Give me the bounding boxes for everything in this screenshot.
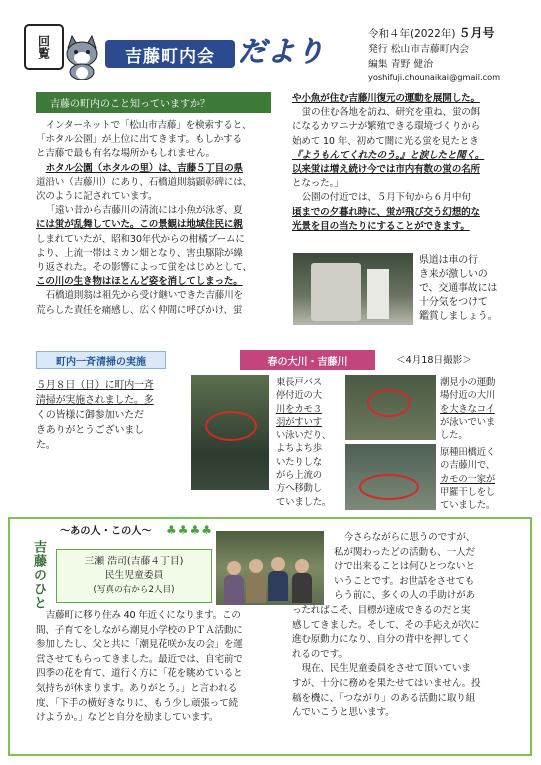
line: 石橋道則翁は祖先から受け継いできた吉藤川を <box>45 290 243 302</box>
para-4 <box>36 289 281 317</box>
issue-month: ５月号 <box>458 26 495 40</box>
issue-date: 令和４年(2022年) <box>368 28 456 40</box>
line: よちよち歩 <box>276 443 322 455</box>
line: きありがとうございまし <box>36 425 144 436</box>
river-carp-photo <box>345 375 436 440</box>
person-vertical-title: 吉藤のひと <box>31 540 46 610</box>
line: 四季の花を育て、道行く方に「花を眺めていると <box>36 668 243 680</box>
line: インターネットで「松山市吉藤」を検索すると、 <box>45 120 252 131</box>
line: き来が激しいの <box>419 269 488 280</box>
line: 進む原動力になり、自分の背中を押してく <box>292 634 471 646</box>
line: ていました。 <box>440 500 496 512</box>
person-body-right-bottom <box>292 604 532 721</box>
editor: 編集 青野 健治 <box>368 59 434 70</box>
line: 羽がすいす <box>276 416 322 428</box>
line: 県道は車の行 <box>419 255 478 266</box>
line: いたりしな <box>276 456 322 468</box>
para-1 <box>36 119 281 162</box>
para-3-quote <box>36 204 281 289</box>
line: になるカワニナが繁殖できる環境づくりから <box>292 121 480 133</box>
line: らう前に、多くの人の手助けがあ <box>334 590 475 602</box>
line: 私が関わったどの活動も、一人だ <box>334 546 475 558</box>
line: 「ホタル公園」が上位に出てきます。もしかする <box>36 134 242 146</box>
line: り返された。その影響によって蛍をはじめとして、 <box>36 262 252 274</box>
line: カモの一家が <box>440 473 496 485</box>
line: 潮見小の運動 <box>440 377 496 388</box>
line: 始めて 10 年、初めて闇に光る蛍を見たとき <box>292 135 479 147</box>
line: より、上流一帯はミカン畑となり、害虫駆除が繰 <box>36 247 243 259</box>
line: 甲羅干しをし <box>440 486 496 498</box>
line: んでいこうと思います。 <box>292 707 395 719</box>
spring-river-heading: 春の大川・吉藤川 <box>240 350 375 370</box>
person-namecard <box>56 549 212 603</box>
line: となった。」 <box>292 178 344 190</box>
newsletter-title-dayori: だより <box>238 35 326 68</box>
person-subtitle: 〜あの人・この人〜 <box>60 526 152 537</box>
person-body-left <box>36 609 286 726</box>
line: と吉藤で最も有名な場所かもしれません。 <box>36 148 216 160</box>
line: 荒らした責任を痛感し、広く仲間に呼びかけ、蛍 <box>36 304 243 316</box>
line: 鑑賞しましょう。 <box>419 311 498 322</box>
issue-meta <box>368 26 500 83</box>
line: ていました。 <box>276 496 332 508</box>
line: 蛍の住む各地を訪ね、研究を重ね、蛍の餌 <box>301 107 481 119</box>
line: ホタル公園（ホタルの里）は、吉藤５丁目の県 <box>45 162 243 174</box>
group-photo <box>216 531 324 605</box>
clover-icon: ♣♣♣♣ <box>166 523 214 537</box>
line: 停付近の大 <box>276 390 322 402</box>
photo-date-note: ＜4月18日撮影＞ <box>396 355 472 366</box>
line: 原種田橋近く <box>440 447 496 458</box>
line: い泳いだり、 <box>276 430 332 442</box>
line: 稿を機に、「つながり」のある活動に取り組 <box>292 692 476 704</box>
line: した。 <box>440 430 468 442</box>
line: がら上流の <box>276 470 322 482</box>
article-body-left <box>36 119 281 318</box>
monument-stone <box>311 263 361 321</box>
line: 清掃が実施されました。多 <box>36 395 154 406</box>
line: くの皆様に御参加いただ <box>36 410 144 421</box>
line: しまれていたが、昭和30年代からの柑橘ブームに <box>36 233 245 245</box>
line: 間、子育てをしながら潮見小学校のＰＴＡ活動に <box>36 624 243 636</box>
line: が泳いでいま <box>440 416 496 428</box>
line: 以来蛍は増え続け今では市内有数の蛍の名所 <box>292 164 480 176</box>
line: の吉藤川で、 <box>440 460 495 472</box>
highlight-ring <box>205 411 257 441</box>
line: や小魚が住む吉藤川復元の運動を展開した。 <box>292 93 480 104</box>
line: ったればこそ、目標が達成できるのだと実 <box>292 605 471 616</box>
publisher: 発行 松山市吉藤町内会 <box>368 44 470 55</box>
line: 方へ移動し <box>276 483 322 495</box>
para-2 <box>36 162 281 205</box>
line: 川をカモ３ <box>276 403 322 415</box>
line: 「遠い昔から吉藤川の清流には小魚が泳ぎ、夏 <box>45 205 243 217</box>
article-heading-question: 吉藤の町内のこと知っていますか？ <box>36 92 271 113</box>
line: を大きなコイ <box>440 403 495 415</box>
highlight-ring <box>367 389 411 417</box>
line: 感してきました。そして、その手応えが次に <box>292 619 480 631</box>
line: 十分気をつけて <box>419 297 488 308</box>
person-name: 三瀬 浩司(吉藤４丁目) <box>84 556 184 567</box>
line: 度、「下手の横好きなりに、もう少し頑張って続 <box>36 697 238 709</box>
person-photo-note: (写真の右から2人目) <box>93 585 175 595</box>
line: 場付近の大川 <box>440 390 496 402</box>
traffic-caution <box>419 254 529 324</box>
line: 参加したし、父と共に「潮見花咲か友の会」を運 <box>36 639 243 651</box>
line: れるのです。 <box>292 648 348 660</box>
line: 営させてもらってきました。最近では、自宅前で <box>36 653 243 665</box>
line: 現在、民生児童委員をさせて頂いていま <box>301 663 471 675</box>
line: ５月８日（日）に町内一斉 <box>36 380 154 391</box>
line: 『ようもんてくれたのう。』と涙したと聞く。 <box>292 149 485 161</box>
cleanup-heading: 町内一斉清掃の実施 <box>36 351 166 369</box>
line: けようか。」などと自分を励ましています。 <box>36 712 219 724</box>
line: 頃までの夕暮れ時に、蛍が飛び交う幻想的な <box>292 206 480 218</box>
kairan-stamp: 回覧 <box>24 24 64 70</box>
line: 今さらながらに思うのですが、 <box>343 532 476 543</box>
cleanup-body <box>36 378 186 453</box>
person-body-right-top <box>334 531 530 604</box>
line: 気持ちが休まります。ありがとう。」と言われる <box>36 682 238 694</box>
line: いうことです。お世話をさせても <box>334 575 475 587</box>
duck-family-caption <box>440 446 534 512</box>
newsletter-title: 吉藤町内会 <box>105 40 235 68</box>
line: 次のように記されています。 <box>36 191 158 203</box>
article-body-right <box>292 92 532 234</box>
line: すが、十分に務めを果たせてはいません。投 <box>292 677 481 689</box>
contact-email: yoshifuji.chounaikai@gmail.com <box>368 72 501 82</box>
line: には蛍が乱舞していた。この景観は地域住民に親 <box>36 219 243 231</box>
monument-photo <box>293 253 413 325</box>
cat-mascot-icon <box>62 34 102 80</box>
line: この川の生き物はほとんど姿を消してしまった。 <box>36 276 243 288</box>
ducks-caption <box>276 376 344 509</box>
line: で、交通事故には <box>419 283 498 294</box>
line: 公園の付近では、５月下旬から６月中旬 <box>301 192 471 204</box>
line: た。 <box>36 440 56 451</box>
river-ducks-photo <box>191 375 269 490</box>
carp-caption <box>440 376 534 442</box>
highlight-ring <box>359 474 419 500</box>
line: 東長戸バス <box>276 377 322 388</box>
river-duck-family-photo <box>345 444 436 510</box>
line: 吉藤町に移り住み 40 年近くになります。この <box>45 610 241 621</box>
person-role: 民生児童委員 <box>104 570 164 581</box>
line: 道沿い（吉藤川）にあり、石橋道則翁顕彰碑には、 <box>36 176 253 188</box>
line: 光景を目の当たりにすることができます。 <box>292 220 470 232</box>
line: けで出来ることは何ひとつないと <box>334 561 475 573</box>
monument-pillar <box>367 269 389 319</box>
